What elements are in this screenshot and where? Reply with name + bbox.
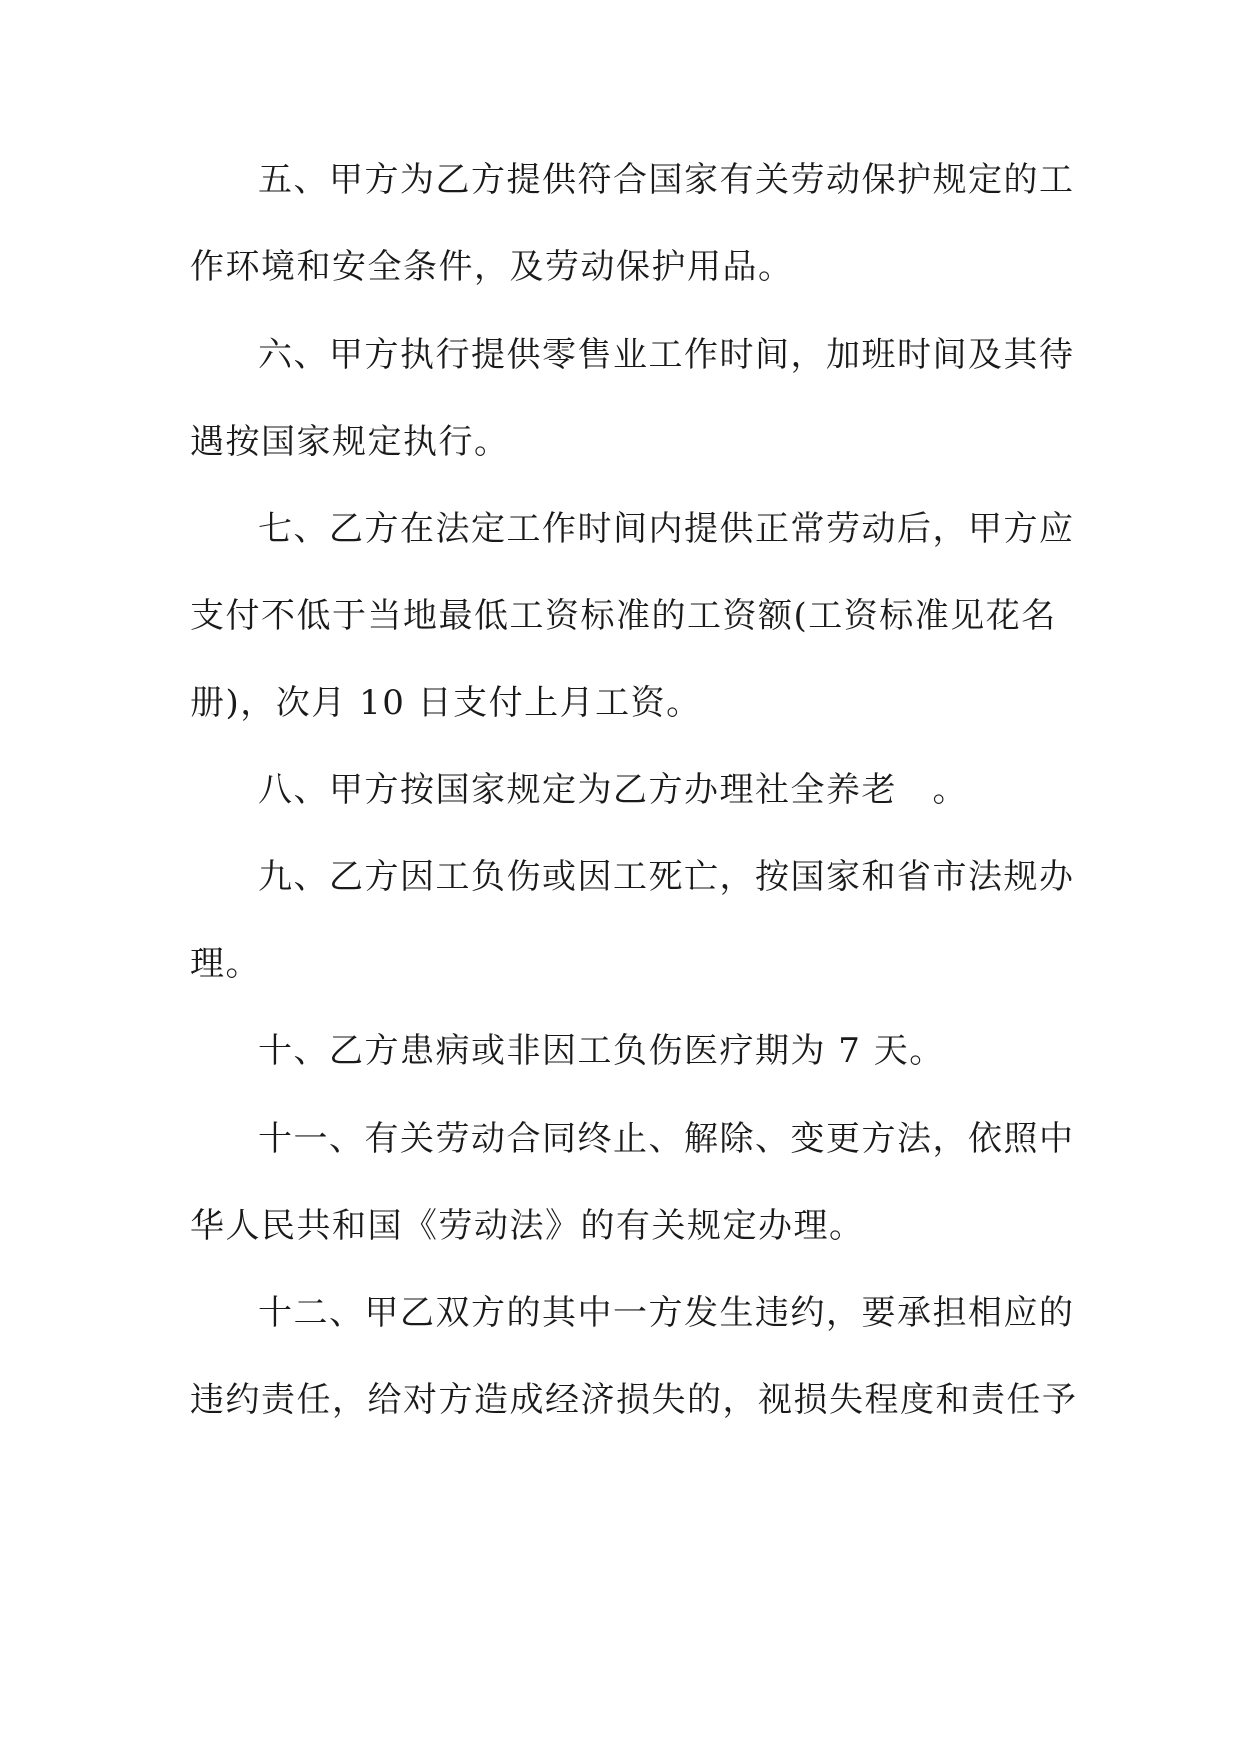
clause-5-line-2: 作环境和安全条件，及劳动保护用品。 — [190, 247, 794, 287]
clause-12-line-2: 违约责任，给对方造成经济损失的，视损失程度和责任予 — [190, 1380, 1078, 1420]
clause-5-line-1: 五、甲方为乙方提供符合国家有关劳动保护规定的工 — [258, 160, 1075, 200]
clause-9-line-2: 理。 — [190, 944, 261, 984]
clause-6-line-2: 遇按国家规定执行。 — [190, 422, 510, 462]
clause-10-line-1: 十、乙方患病或非因工负伤医疗期为 7 天。 — [258, 1031, 945, 1071]
clause-11-line-1: 十一、有关劳动合同终止、解除、变更方法，依照中 — [258, 1119, 1075, 1159]
clause-7-line-3: 册)，次月 10 日支付上月工资。 — [190, 683, 702, 723]
clause-6-line-1: 六、甲方执行提供零售业工作时间，加班时间及其待 — [258, 335, 1075, 375]
clause-12-line-1: 十二、甲乙双方的其中一方发生违约，要承担相应的 — [258, 1293, 1075, 1333]
clause-7-line-1: 七、乙方在法定工作时间内提供正常劳动后，甲方应 — [258, 509, 1075, 549]
clause-8-line-1: 八、甲方按国家规定为乙方办理社全养老 。 — [258, 770, 968, 810]
clause-9-line-1: 九、乙方因工负伤或因工死亡，按国家和省市法规办 — [258, 857, 1075, 897]
clause-11-line-2: 华人民共和国《劳动法》的有关规定办理。 — [190, 1206, 865, 1246]
clause-7-line-2: 支付不低于当地最低工资标准的工资额(工资标准见花名 — [190, 596, 1057, 636]
